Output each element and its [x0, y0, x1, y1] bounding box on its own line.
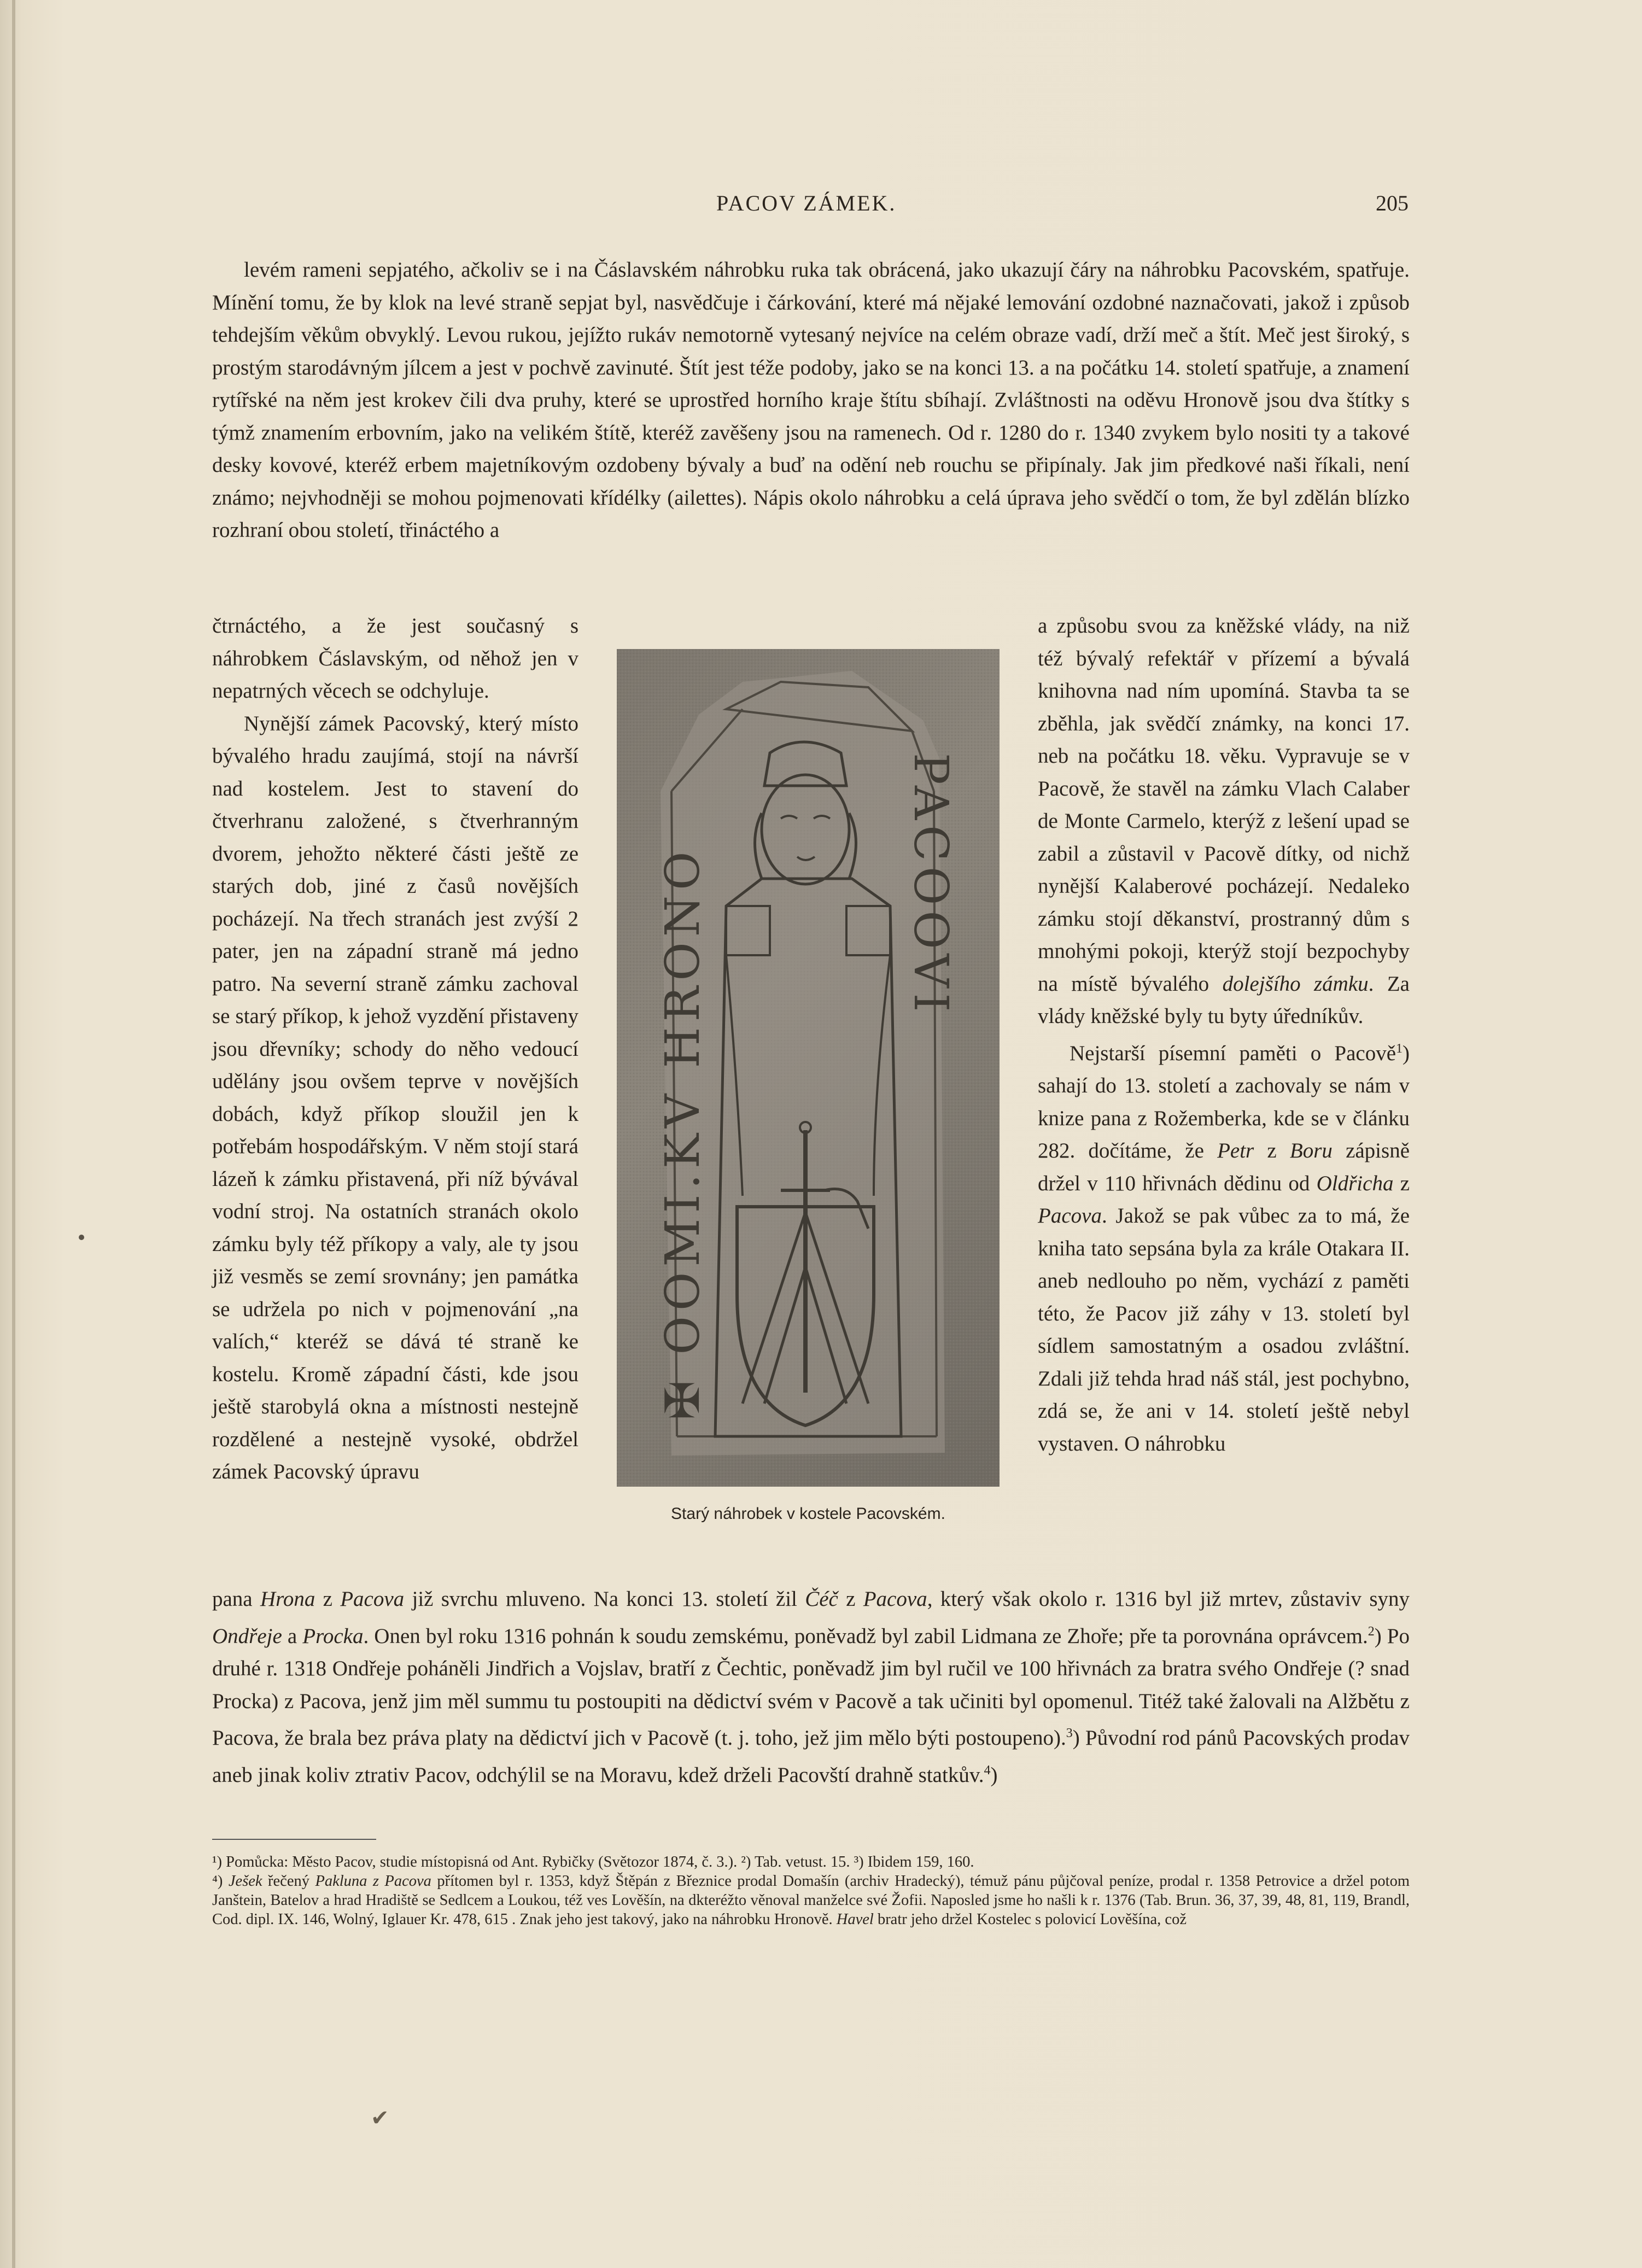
page-gutter-edge [12, 0, 15, 2268]
figure-caption: Starý náhrobek v kostele Pacovském. [671, 1505, 945, 1523]
inscription-left: ✠ OOMI.KV HRONO [656, 846, 710, 1420]
footnote-rule [212, 1839, 376, 1840]
right-column [1038, 610, 1410, 1460]
left-paragraph: Nynější zámek Pacovský, který místo bývalého hradu zaujímá, stojí na návrší nad kostelem. Jest to stavení do čtverhranu založené, s čtverhranným dvorem, jehožto některé části ještě ze starých dob, jiné z časů novějších pocházejí. Na třech stranách jest zvýší 2 pater, jen na západní straně má jedno patro. Na severní straně zámku zachoval se starý příkop, k jehož vyzdění přistaveny jsou dřevníky; schody do něho vedoucí udělány jsou ovšem teprve v novějších dobách, když příkop sloužil jen k potřebám hospodářským. V něm stojí stará lázeň k zámku přistavená, při níž bývával vodní stroj. Na ostatních stranách okolo zámku byly též příkopy a valy, ale ty jsou již vesměs se zemí srovnány; jen památka se udržela po nich v pojmenování „na valích,“ kteréž se dává té straně ke kostelu. Kromě západní části, kde jsou ještě starobylá okna a místnosti nestejně rozdělené a nestejně vysoké, obdržel zámek Pacovský úpravu [212, 711, 579, 1483]
bottom-paragraph: pana Hrona z Pacova již svrchu mluveno. Na konci 13. století žil Čéč z Pacova, který však okolo r. 1316 byl již mrtev, zůstaviv syny Ondřeje a Procka. Onen byl roku 1316 pohnán k soudu zemskému, poněvadž byl zabil Lidmana ze Zhoře; pře ta porovnána oprávcem.$^2$) Po druhé r. 1318 Ondřeje poháněli Jindřich a Vojslav, bratří z Čechtic, poněvadž jim byl ručil ve 100 hřivnách za bratra svého Ondřeje (? snad Procka) z Pacova, jenž jim měl summu tu postoupiti na dědictví svém v Pacově a tak učiniti byl opomenul. Titéž také žalovali na Alžbětu z Pacova, že brala bez práva platy na dědictví jich v Pacově (t. j. toho, jež jim mělo býti postoupeno).$^3$) Původní rod pánů Pacovských prodav aneb jinak koliv ztrativ Pacov, odchýlil se na Moravu, kdež drželi Pacovští drahně statkův.$^4$) [212, 1587, 1410, 1787]
footnote-1: ¹) Pomůcka: Město Pacov, studie místopisná od Ant. Rybičky (Světozor 1874, č. 3.). ²) Tab. vetust. 15. ³) Ibidem 159, 160. [212, 1854, 974, 1870]
page-number: 205 [1376, 191, 1409, 215]
footnote-4: ⁴) Ješek řečený Pakluna z Pacova přítomen byl r. 1353, když Štěpán z Březnice prodal Domašín (archiv Hradecký), témuž pánu půjčoval peníze, prodal r. 1358 Petrovice a držel potom Janštein, Batelov a hrad Hradiště se Sedlcem a Loukou, též ves Lověšín, na dkteréžto věnoval manželce své Žofii. Naposled jsme ho našli k r. 1376 (Tab. Brun. 36, 37, 39, 48, 81, 119, Brandl, Cod. dipl. IX. 146, Wolný, Iglauer Kr. 478, 615 . Znak jeho jest takový, jako na náhrobku Hronově. Havel bratr jeho držel Kostelec s polovicí Lověšína, což [212, 1873, 1410, 1928]
margin-dot [79, 1235, 84, 1240]
right-paragraph: Nejstarší písemní paměti o Pacově$^1$) sahají do 13. století a zachovaly se nám v knize pana z Rožemberka, kde se v článku 282. dočítáme, že Petr z Boru zápisně držel v 110 hřivnách dědinu od Oldřicha z Pacova. Jakož se pak vůbec za to má, že kniha tato sepsána byla za krále Otakara II. aneb nedlouho po něm, vychází z paměti této, že Pacov již záhy v 13. století byl sídlem samostatným a osadou zvláštní. Zdali již tehda hrad náš stál, jest pochybno, zdá se, že ani v 14. století ještě nebyl vystaven. O náhrobku [1038, 1041, 1410, 1456]
footnotes [212, 1852, 1410, 1929]
right-paragraph: a způsobu svou za kněžské vlády, na niž též bývalý refektář v přízemí a bývalá knihovna nad ním upomíná. Stavba ta se zběhla, jak svědčí známky, na konci 17. neb na počátku 18. věku. Vypravuje se v Pacově, že stavěl na zámku Vlach Calaber de Monte Carmelo, kterýž z lešení upad se zabil a zůstavil v Pacově dítky, od nichž nynější Kalaberové pocházejí. Nedaleko zámku stojí děkanství, prostranný dům s mnohými pokoji, kterýž stojí bezpochyby na místě bývalého dolejšího zámku. Za vlády kněžské byly tu byty úředníkův. [1038, 614, 1410, 1028]
inscription-right: PACOOVI [903, 753, 958, 1018]
running-title: PACOV ZÁMEK. [716, 191, 897, 215]
page-header [0, 190, 1642, 223]
top-paragraph: levém rameni sepjatého, ačkoliv se i na Čáslavském náhrobku ruka tak obrácená, jako ukazují čáry na náhrobku Pacovském, spatřuje. Mínění tomu, že by klok na levé straně sepjat byl, nasvědčuje i čárkování, které má nějaké lemování ozdobné naznačovati, jakož i způsob tehdejším věkům obvyklý. Levou rukou, jejížto rukáv nemotorně vytesaný nejvíce na celém obraze vadí, drží meč a štít. Meč jest široký, s prostým starodávným jílcem a jest v pochvě zavinuté. Štít jest téže podoby, jako se na konci 13. a na počátku 14. století spatřuje, a znamení rytířské na něm jest krokev čili dva pruhy, které se uprostřed horního kraje štítu sbíhají. Zvláštnosti na oděvu Hronově jsou dva štítky s týmž znamením erbovním, jako na velikém štítě, kteréž zavěšeny jsou na ramenech. Od r. 1280 do r. 1340 zvykem bylo nositi ty a takové desky kovové, kteréž erbem majetníkovým ozdobeny bývaly a buď na odění neb rouchu se připínaly. Jak jim předkové naši říkali, není známo; nejvhodněji se mohou pojmenovati křídélky (ailettes). Nápis okolo náhrobku a celá úprava jeho svědčí o tom, že byl zdělán blízko rozhraní obou století, třináctého a [212, 258, 1410, 542]
bottom-mark: ✔ [371, 2106, 389, 2130]
tombstone-figure [617, 649, 1000, 1487]
tombstone-image [617, 649, 1000, 1487]
left-paragraph: čtrnáctého, a že jest současný s náhrobkem Čáslavským, od něhož jen v nepatrných věcech se odchyluje. [212, 614, 579, 703]
left-column [212, 610, 579, 1488]
